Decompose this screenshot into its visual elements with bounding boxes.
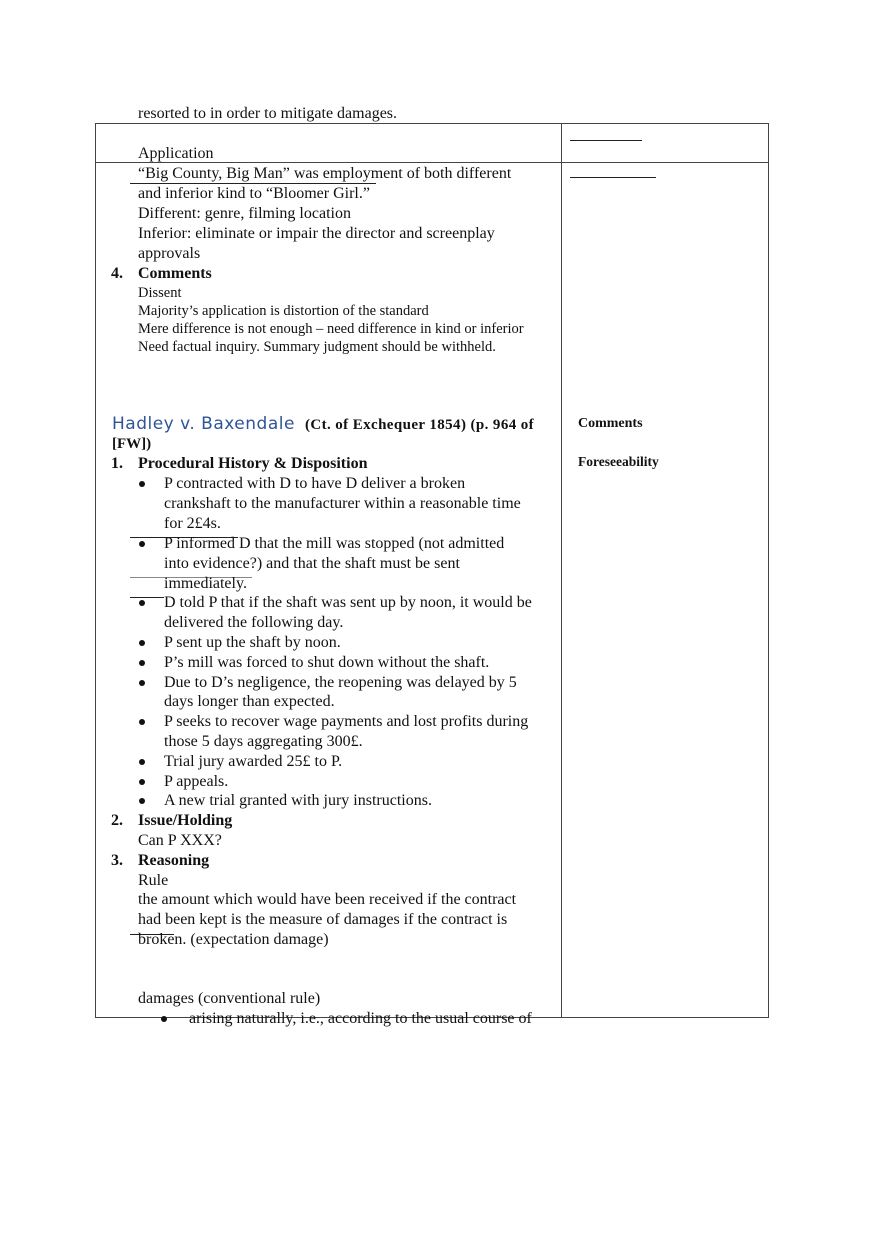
application-line-4: Inferior: eliminate or impair the director and screenplay: [138, 225, 495, 242]
reasoning-heading: Reasoning: [138, 852, 210, 869]
proc-bullet-2-line-3: immediately.: [164, 575, 247, 592]
reasoning-sub-bullet: arising naturally, i.e., according to the usual course of: [189, 1010, 532, 1027]
application-line-2: and inferior kind to “Bloomer Girl.”: [138, 185, 370, 202]
proc-bullet-3-line-2: delivered the following day.: [164, 614, 344, 631]
procedural-heading: Procedural History & Disposition: [138, 455, 368, 472]
proc-bullet-2-line-2: into evidence?) and that the shaft must be sent: [164, 555, 460, 572]
comments-line-1: Dissent: [138, 285, 182, 301]
table-column-divider: [561, 123, 562, 1018]
proc-bullet-5: P’s mill was forced to shut down without the shaft.: [164, 654, 490, 671]
proc-bullet-7-line-2: those 5 days aggregating 300£.: [164, 733, 363, 750]
case-name: Hadley v. Baxendale: [112, 414, 295, 434]
comments-number: 4.: [111, 265, 123, 282]
proc-bullet-3-line-1: D told P that if the shaft was sent up by noon, it would be: [164, 594, 532, 611]
sidebar-foreseeability-label: Foreseeability: [578, 454, 659, 469]
sidebar-comments-label: Comments: [578, 416, 643, 431]
reasoning-number: 3.: [111, 852, 123, 869]
issue-number: 2.: [111, 812, 123, 829]
tracked-change-rule: [130, 597, 164, 598]
bullet-icon: [139, 600, 145, 606]
proc-bullet-10: A new trial granted with jury instructions.: [164, 792, 432, 809]
comments-heading: Comments: [138, 265, 212, 282]
application-line-3: Different: genre, filming location: [138, 205, 351, 222]
bullet-icon: [139, 779, 145, 785]
bullet-icon: [139, 541, 145, 547]
reasoning-damages-line: damages (conventional rule): [138, 990, 321, 1007]
proc-bullet-4: P sent up the shaft by noon.: [164, 634, 341, 651]
proc-bullet-8: Trial jury awarded 25£ to P.: [164, 753, 343, 770]
bullet-icon: [139, 481, 145, 487]
bullet-icon: [139, 759, 145, 765]
reasoning-line-2: had been kept is the measure of damages if the contract is: [138, 911, 508, 928]
case-citation: (Ct. of Exchequer 1854) (p. 964 of: [304, 417, 535, 433]
issue-text: Can P XXX?: [138, 832, 222, 849]
sidebar-rule-2: [570, 177, 656, 178]
reasoning-line-1: the amount which would have been received if the contract: [138, 891, 517, 908]
table-left-border: [95, 123, 96, 1018]
proc-bullet-9: P appeals.: [164, 773, 229, 790]
proc-bullet-6-line-2: days longer than expected.: [164, 693, 335, 710]
proc-bullet-2-line-1: P informed D that the mill was stopped (not admitted: [164, 535, 505, 552]
procedural-number: 1.: [111, 455, 123, 472]
proc-bullet-7-line-1: P seeks to recover wage payments and lost profits during: [164, 713, 529, 730]
bullet-icon: [139, 640, 145, 646]
sidebar-rule-1: [570, 140, 642, 141]
bullet-icon: [139, 798, 145, 804]
case-citation-cont: [FW]): [112, 436, 152, 452]
application-heading: Application: [138, 145, 214, 162]
bullet-icon: [139, 719, 145, 725]
proc-bullet-6-line-1: Due to D’s negligence, the reopening was delayed by 5: [164, 674, 517, 691]
proc-bullet-1-line-2: crankshaft to the manufacturer within a reasonable time: [164, 495, 521, 512]
reasoning-line-3: broken. (expectation damage): [138, 931, 329, 948]
case-heading: [112, 414, 534, 435]
table-top-border: [95, 123, 769, 124]
bullet-icon: [161, 1016, 167, 1022]
application-line-5: approvals: [138, 245, 201, 262]
comments-line-3: Mere difference is not enough – need difference in kind or inferior: [138, 321, 524, 337]
issue-heading: Issue/Holding: [138, 812, 233, 829]
bullet-icon: [139, 680, 145, 686]
bullet-icon: [139, 660, 145, 666]
reasoning-rule-label: Rule: [138, 872, 169, 889]
application-line-1: “Big County, Big Man” was employment of both different: [138, 165, 512, 182]
top-text: resorted to in order to mitigate damages.: [138, 105, 398, 122]
comments-line-4: Need factual inquiry. Summary judgment should be withheld.: [138, 339, 496, 355]
proc-bullet-1-line-3: for 2£4s.: [164, 515, 221, 532]
table-right-border: [768, 123, 769, 1018]
comments-line-2: Majority’s application is distortion of the standard: [138, 303, 429, 319]
proc-bullet-1-line-1: P contracted with D to have D deliver a broken: [164, 475, 466, 492]
